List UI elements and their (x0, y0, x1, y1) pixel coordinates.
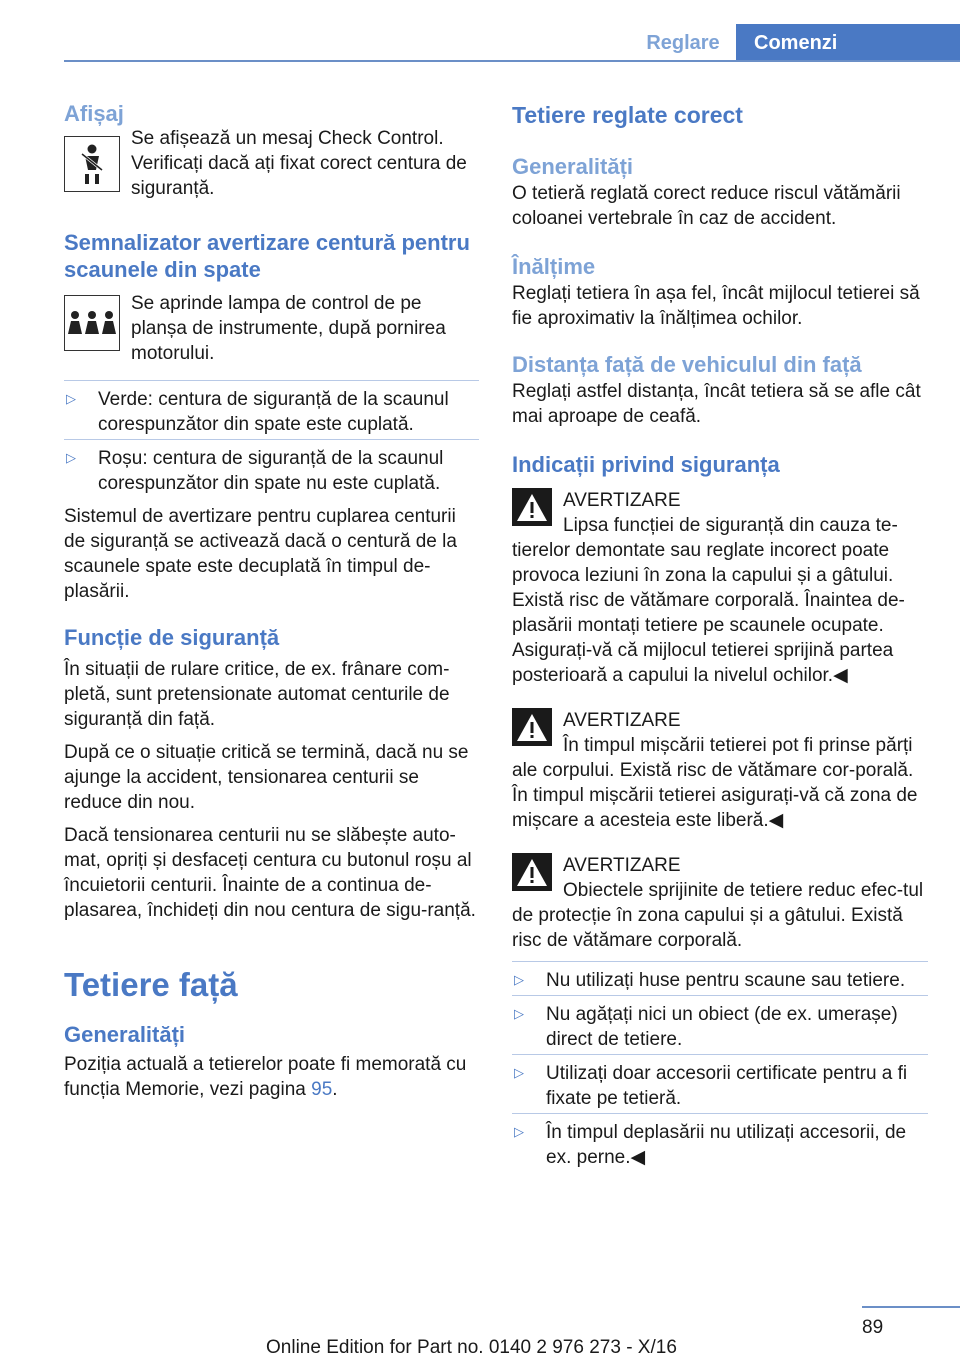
inaltime-text: Reglați tetiera în așa fel, încât mijlocul tetierei să fie aproximativ la înălțimea ochilor. (512, 283, 920, 329)
header-tab-comenzi[interactable]: Comenzi (736, 24, 960, 62)
warning-label: AVERTIZARE (563, 855, 681, 876)
triangle-bullet-icon: ▷ (66, 450, 76, 465)
header-rule (64, 60, 960, 62)
tetiere-fata-subheading: Generalități (64, 1022, 186, 1047)
page-number: 89 (862, 1317, 884, 1338)
list-item: ▷ Verde: centura de siguranță de la scaunul corespunzător din spate este cuplată. (64, 380, 479, 439)
warning-text: Lipsa funcției de siguranță din cauza te-tierelor demontate sau reglate incorect poate provoca leziuni în zona la capului și a gâtului. Există risc de vătămare corporală. Înaintea de-plasării montați tetiere pe scaunele ocupate. Asigurați-vă că mijlocul tetierei sprijină partea posterioară a capului la nivelul ochilor.◀ (512, 515, 905, 686)
tetiere-fata-text: Poziția actuală a tetierelor poate fi memorată cu funcția Memorie, vezi pagina 95. (64, 1054, 467, 1100)
header-tab-reglare[interactable]: Reglare (646, 32, 720, 54)
warning-label: AVERTIZARE (563, 490, 681, 511)
list-item: ▷ Utilizați doar accesorii certificate pentru a fi fixate pe tetieră. (512, 1054, 928, 1113)
triangle-bullet-icon: ▷ (514, 1006, 524, 1021)
indicatii-list (512, 961, 928, 1172)
list-item: ▷ Nu agățați nici un obiect (de ex. umerașe) direct de tetiere. (512, 995, 928, 1054)
warning-triangle-icon (512, 708, 552, 746)
semnalizator-list (64, 380, 479, 498)
warning-block (512, 708, 928, 733)
functie-p1: În situații de rulare critice, de ex. frânare com-pletă, sunt pretensionate automat centurile de siguranță din față. (64, 659, 450, 730)
warning-block (512, 488, 928, 513)
tetiere-fata-heading: Tetiere față (64, 966, 238, 1003)
semnalizator-heading: Semnalizator avertizare centură pentru scaunele din spate (64, 230, 470, 282)
warning-label: AVERTIZARE (563, 710, 681, 731)
page-link[interactable]: 95 (311, 1079, 333, 1100)
triangle-bullet-icon: ▷ (514, 972, 524, 987)
list-item: ▷ În timpul deplasării nu utilizați accesorii, de ex. perne.◀ (512, 1113, 928, 1172)
semnalizator-block (64, 291, 479, 366)
functie-heading: Funcție de siguranță (64, 625, 280, 650)
triangle-bullet-icon: ▷ (514, 1124, 524, 1139)
list-item: ▷ Nu utilizați huse pentru scaune sau tetiere. (512, 961, 928, 995)
triangle-bullet-icon: ▷ (514, 1065, 524, 1080)
semnalizator-text: Se aprinde lampa de control de pe planșa de instrumente, după pornirea motorului. (131, 293, 446, 364)
distanta-heading: Distanța față de vehiculul din față (512, 352, 862, 377)
warning-text: Obiectele sprijinite de tetiere reduc efec-tul de protecție în zona capului și a gâtului. Există risc de vătămare corporală. (512, 880, 924, 951)
afisaj-block (64, 126, 479, 201)
semnalizator-paragraph: Sistemul de avertizare pentru cuplarea centurii de siguranță se activează dacă o centură de la scaunele spate este decuplată în timpul de-plasării. (64, 506, 457, 602)
afisaj-heading: Afișaj (64, 101, 124, 126)
triangle-bullet-icon: ▷ (66, 391, 76, 406)
distanta-text: Reglați astfel distanța, încât tetiera să se afle cât mai aproape de ceafă. (512, 381, 921, 427)
warning-triangle-icon (512, 853, 552, 891)
functie-p3: Dacă tensionarea centurii nu se slăbește auto-mat, opriți și desfaceți centura cu butonul roșu al încuietorii centurii. Înainte de a continua de-plasarea, închideți din nou centura de sigu-ranță. (64, 825, 476, 921)
indicatii-heading: Indicații privind siguranța (512, 452, 780, 477)
warning-text: În timpul mișcării tetierei pot fi prinse părți ale corpului. Există risc de vătămare cor-porală. În timpul mișcării tetierei asigurați-vă că zona de mișcare a acesteia este liberă.◀ (512, 735, 918, 831)
right-column (512, 100, 928, 1172)
rear-seat-occupants-icon (64, 295, 120, 351)
footer-rule (862, 1306, 960, 1308)
inaltime-heading: Înălțime (512, 254, 596, 279)
warning-block (512, 853, 928, 878)
generalitati-heading: Generalități (512, 154, 634, 179)
seatbelt-warning-icon (64, 136, 120, 192)
afisaj-text: Se afișează un mesaj Check Control. Verificați dacă ați fixat corect centura de siguranță. (131, 128, 467, 199)
left-column (64, 100, 479, 1102)
functie-p2: După ce o situație critică se termină, dacă nu se ajunge la accident, tensionarea centurii se reduce din nou. (64, 742, 469, 813)
generalitati-text: O tetieră reglată corect reduce riscul vătămării coloanei vertebrale în caz de accident. (512, 183, 901, 229)
list-item: ▷ Roșu: centura de siguranță de la scaunul corespunzător din spate nu este cuplată. (64, 439, 479, 498)
warning-triangle-icon (512, 488, 552, 526)
footer-edition: Online Edition for Part no. 0140 2 976 273 - X/16 (266, 1337, 677, 1358)
tetiere-reglate-heading: Tetiere reglate corect (512, 102, 743, 128)
